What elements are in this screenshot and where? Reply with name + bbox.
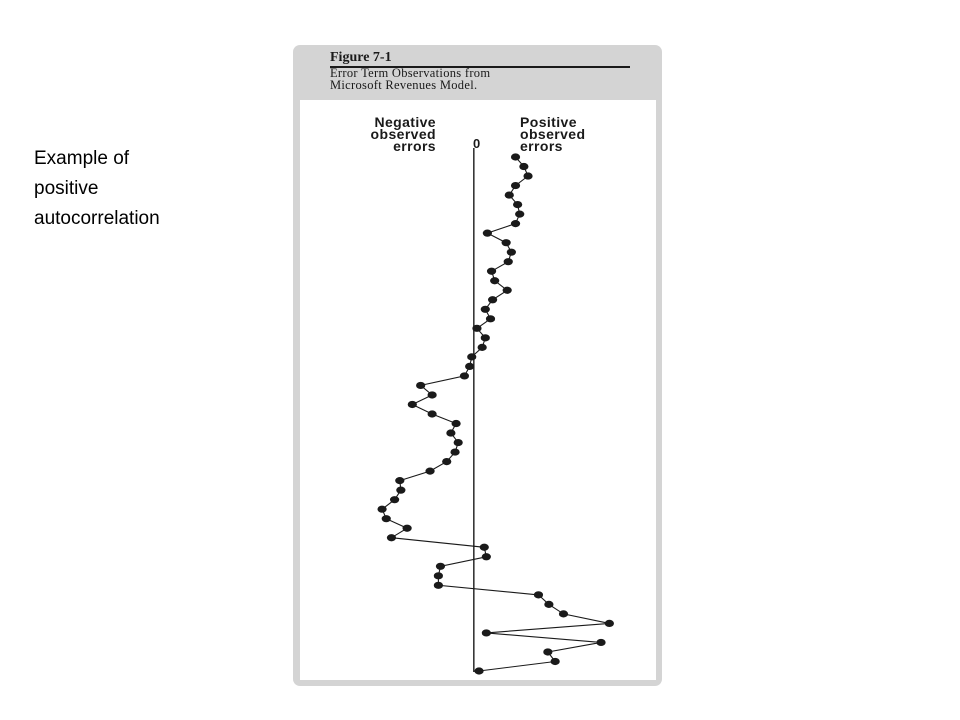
error-point (387, 534, 396, 541)
error-point (486, 315, 495, 322)
error-point (434, 582, 443, 589)
error-point (460, 372, 469, 379)
error-point (482, 629, 491, 636)
error-point (605, 620, 614, 627)
error-point (478, 344, 487, 351)
error-point (523, 172, 532, 179)
error-point (403, 525, 412, 532)
error-point (442, 458, 451, 465)
error-points (377, 153, 613, 674)
figure-subtitle-line-2: Microsoft Revenues Model. (330, 78, 478, 92)
error-point (428, 391, 437, 398)
error-point (515, 211, 524, 218)
error-point (505, 191, 514, 198)
error-point (465, 363, 474, 370)
error-point (467, 353, 476, 360)
error-point (454, 439, 463, 446)
error-point (446, 429, 455, 436)
error-point (511, 182, 520, 189)
error-point (534, 591, 543, 598)
error-point (452, 420, 461, 427)
error-point (483, 230, 492, 237)
error-point (490, 277, 499, 284)
error-point (482, 553, 491, 560)
figure-title: Figure 7-1 (330, 50, 392, 65)
zero-axis-label: 0 (473, 136, 481, 151)
error-point (474, 667, 483, 674)
negative-label-line-2: observed (370, 126, 436, 142)
error-point (434, 572, 443, 579)
error-point (551, 658, 560, 665)
error-point (559, 610, 568, 617)
error-point (395, 477, 404, 484)
error-point (513, 201, 522, 208)
error-point (487, 268, 496, 275)
error-point (472, 325, 481, 332)
error-point (519, 163, 528, 170)
error-point (396, 487, 405, 494)
error-point (543, 648, 552, 655)
error-point (488, 296, 497, 303)
error-point (377, 506, 386, 513)
error-point (390, 496, 399, 503)
error-point (480, 544, 489, 551)
error-point (544, 601, 553, 608)
error-point (511, 153, 520, 160)
error-point (504, 258, 513, 265)
error-point (596, 639, 605, 646)
error-point (481, 306, 490, 313)
error-point (450, 448, 459, 455)
error-point (511, 220, 520, 227)
error-point (436, 563, 445, 570)
positive-label-line-2: observed (520, 126, 586, 142)
negative-label-line-3: errors (393, 138, 436, 154)
error-point (425, 468, 434, 475)
caption-line-1: Example of (34, 148, 130, 169)
negative-label-line-1: Negative (374, 114, 436, 130)
caption-line-2: positive (34, 178, 99, 199)
positive-label-line-3: errors (520, 138, 563, 154)
error-point (416, 382, 425, 389)
error-point (428, 410, 437, 417)
error-point (481, 334, 490, 341)
error-point (507, 249, 516, 256)
figure-subtitle-line-1: Error Term Observations from (330, 66, 491, 80)
positive-label-line-1: Positive (520, 114, 577, 130)
error-point (408, 401, 417, 408)
error-point (503, 287, 512, 294)
error-point (382, 515, 391, 522)
caption-line-3: autocorrelation (34, 208, 160, 229)
error-series-line (382, 157, 609, 671)
error-point (502, 239, 511, 246)
